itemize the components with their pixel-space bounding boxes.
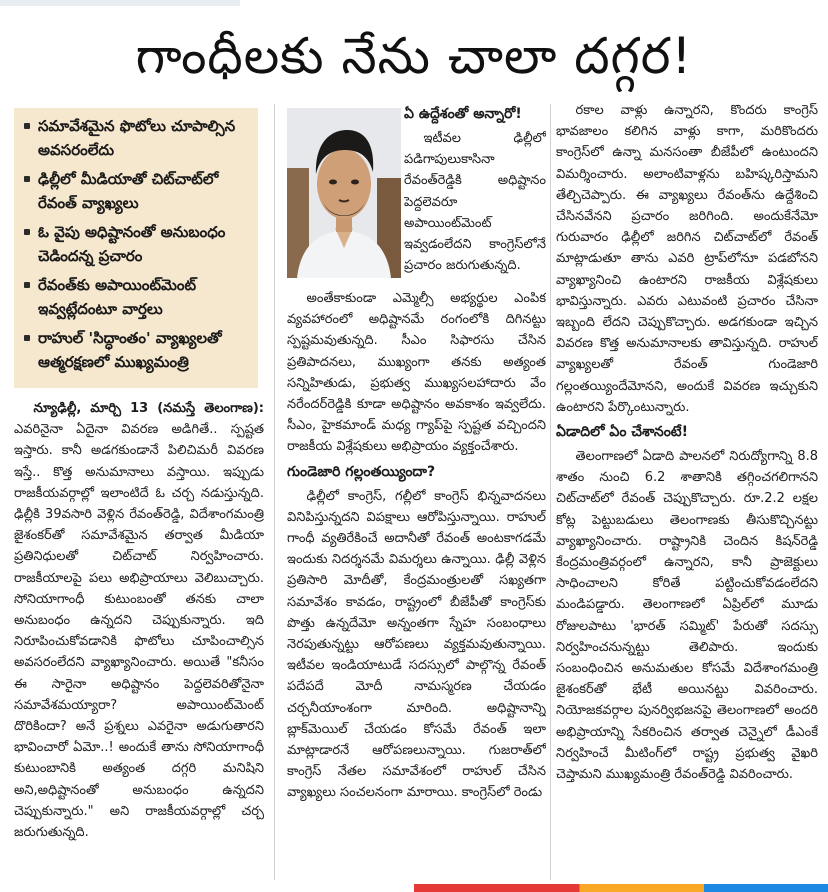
headline: గాంధీలకు నేను చాలా దగ్గర! [135, 27, 693, 85]
highlight-item: రేవంత్‌కు అపాయింట్‌మెంట్ ఇవ్వట్లేదంటూ వార్తలు [22, 273, 250, 321]
article-column-2 [287, 288, 546, 878]
top-strip [0, 0, 240, 6]
bottom-color-bar [0, 884, 828, 892]
column-divider [274, 104, 275, 880]
highlight-item: ఢిల్లీలో మీడియాతో చిట్‌చాట్‌లో రేవంత్ వ్యాఖ్యలు [22, 167, 250, 215]
article-paragraph: రకాల వాళ్లు ఉన్నారని, కొందరు కాంగ్రెస్ భావజాలం కలిగిన వాళ్లు కాగా, మరికొందరు కాంగ్రెస్‌లో ఉన్నా మనసంతా బీజేపీలో ఉంటుందని విమర్శించారు. అలాంటివాళ్లను బహిష్కరిస్తామని తేల్చిచెప్పారు. ఈ వ్యాఖ్యలు రేవంత్‌ను ఉద్దేశించి చేసినవేనని ప్రచారం జరిగింది. అందుకేనేమో గురువారం ఢిల్లీలో జరిగిన చిట్‌చాట్‌లో రేవంత్ మాట్లాడుతూ తాను ఎవరి ట్రాప్‌లోనూ పడబోనని వ్యాఖ్యానించి ఉంటారని రాజకీయ విశ్లేషకులు భావిస్తున్నారు. ఎవరు ఎటువంటి ప్రచారం చేసినా ఇబ్బంది లేదని చెప్పుకొచ్చారు. అడగకుండా ఇచ్చిన వివరణ కొత్త అనుమానాలకు తావిస్తున్నది. రాహుల్ వ్యాఖ్యలతో రేవంత్ గుండెజారి గల్లంతయ్యిందేమోనని, అందుకే వివరణ ఇచ్చుకుని ఉంటారని పేర్కొంటున్నారు. [556, 103, 818, 415]
article-column-2-top [404, 100, 546, 286]
dateline: న్యూఢిల్లీ, మార్చి 13 (నమస్తే తెలంగాణ): [33, 401, 264, 416]
subheading: ఏడాదిలో ఏం చేశానంటే! [556, 424, 688, 441]
article-paragraph: ఎవరినైనా ఏదైనా వివరణ అడిగితే.. స్పష్టత ఇస్తారు. కానీ అడగకుండానే పిలిచిమరీ వివరణ ఇస్తే.. కొత్త అనుమానాలు వస్తాయి. ఇప్పుడు రాజకీయవర్గాల్లో ఇలాంటిదే ఓ చర్చ నడుస్తున్నది. ఢిల్లీకి 39వసారి వెళ్లిన రేవంత్‌రెడ్డి, విదేశాంగమంత్రి జైశంకర్‌తో సమావేశమైన తర్వాత మీడియా ప్రతినిధులతో చిట్‌చాట్ నిర్వహించారు. రాజకీయాలపై పలు అభిప్రాయాలు వెలిబుచ్చారు. సోనియాగాంధీ కుటుంబంతో తనకు చాలా అనుబంధం ఉన్నదని చెప్పుకున్నారు. ఇది నిరూపించుకోవడానికి ఫొటోలు చూపించాల్సిన అవసరంలేదని వ్యాఖ్యానించారు. అయితే "కనీసం ఈ సారైనా అధిష్టానం పెద్దలెవరితోనైనా సమావేశమయ్యారా? అపాయింట్‌మెంట్ దొరికిందా? అనే ప్రశ్నలు ఎవరైనా అడుగుతారని భావించారో ఏమో..! అందుకే తాను సోనియాగాంధీ కుటుంబానికి అత్యంత దగ్గరి మనిషిని అని,అధిష్టానంతో అనుబంధం ఉన్నదని చెప్పుకున్నారు." అని రాజకీయవర్గాల్లో చర్చ జరుగుతున్నది. [14, 422, 264, 841]
article-paragraph: ఢిల్లీలో కాంగ్రెస్, గల్లీలో కాంగ్రెస్ భిన్నవాదనలు వినిపిస్తున్నదని విపక్షాలు ఆరోపిస్తున్నాయి. రాహుల్ గాంధీ వ్యతిరేకించే అదానీతో రేవంత్ అంటకాగడమే ఇందుకు నిదర్శనమే విమర్శలు ఉన్నాయి. ఢిల్లీ వెళ్లిన ప్రతిసారి మోదీతో, కేంద్రమంత్రులతో సఖ్యతగా సమావేశం కావడం, రాష్ట్రంలో బీజేపీతో కాంగ్రెస్‌కు పొత్తు ఉన్నదేమో అన్నంతగా స్నేహ సంబంధాలు నెరపుతున్నట్టు ఆరోపణలు వ్యక్తమవుతున్నాయి. ఇటీవల ఇండియాటుడే సదస్సులో పాల్గొన్న రేవంత్ పదేపదే మోదీ నామస్మరణ చేయడం చర్చనీయాంశంగా మారింది. అధిష్టానాన్ని బ్లాక్‌మెయిల్ చేయడం కోసమే రేవంత్ ఇలా మాట్లాడారనే ఆరోపణలున్నాయి. గుజరాత్‌లో కాంగ్రెస్ నేతల సమావేశంలో రాహుల్ చేసిన వ్యాఖ్యలు సంచలనంగా మారాయి. కాంగ్రెస్‌లో రెండు [287, 488, 546, 801]
highlight-item: ఓ వైపు అధిష్టానంతో అనుబంధం చెడిందన్న ప్రచారం [22, 220, 250, 268]
article-paragraph: తెలంగాణలో ఏడాది పాలనలో నిరుద్యోగాన్ని 8.8 శాతం నుంచి 6.2 శాతానికి తగ్గించగలిగానని చిట్‌చాట్‌లో రేవంత్ చెప్పుకొచ్చారు. రూ.2.2 లక్షల కోట్ల పెట్టుబడులు తెలంగాణకు తీసుకొచ్చినట్టు వ్యాఖ్యానించారు. రాష్ట్రానికి చెందిన కిషన్‌రెడ్డి కేంద్రమంత్రివర్గంలో ఉన్నారని, కానీ ప్రాజెక్టులు సాధించాలని కోరితే పట్టించుకోవడంలేదని మండిపడ్డారు. తెలంగాణలో ఏప్రిల్‌లో మూడు రోజులపాటు 'భారత్ సమ్మిట్' పేరుతో సదస్సు నిర్వహించనున్నట్టు తెలిపారు. ఇందుకు సంబంధించిన అనుమతుల కోసమే విదేశాంగమంత్రి జైశంకర్‌తో భేటీ అయినట్టు వివరించారు. నియోజకవర్గాల పునర్విభజనపై తెలంగాణలో అందరి అభిప్రాయాన్ని సేకరించిన తర్వాత చెన్నైలో డీఎంకే నిర్వహించే మీటింగ్‌లో రాష్ట్ర ప్రభుత్వ వైఖరి చెప్తామని ముఖ్యమంత్రి రేవంత్‌రెడ్డి వివరించారు. [556, 449, 818, 783]
highlight-item: రాహుల్ 'సిద్ధాంతం' వ్యాఖ్యలతో ఆత్మరక్షణలో ముఖ్యమంత్రి [22, 326, 250, 374]
portrait-photo [287, 108, 401, 278]
subheading: ఏ ఉద్దేశంతో అన్నారో! [404, 106, 522, 122]
article-column-1 [14, 398, 264, 878]
portrait-illustration [287, 108, 401, 278]
article-paragraph: అంతేకాకుండా ఎమ్మెల్సీ అభ్యర్థుల ఎంపిక వ్యవహారంలో అధిష్టానమే రంగంలోకి దిగినట్టు స్పష్టమవుతున్నది. సీఎం సిఫారసు చేసిన ప్రతిపాదనలు, ముఖ్యంగా తనకు అత్యంత సన్నిహితుడు, ప్రభుత్వ ముఖ్యసలహాదారు వేం నరేందర్‌రెడ్డికి కూడా అధిష్టానం అవకాశం ఇవ్వలేదు. సీఎం, హైకమాండ్ మధ్య గ్యాప్‌పై స్పష్టత వచ్చిందని రాజకీయ విశ్లేషకులు అభిప్రాయం వ్యక్తంచేశారు. [287, 291, 546, 455]
article-column-3 [556, 100, 818, 878]
column-divider [550, 104, 551, 880]
highlights-box [14, 108, 258, 388]
subheading: గుండెజారి గల్లంతయ్యిందా? [287, 463, 436, 480]
highlight-item: సమావేశమైన ఫొటోలు చూపాల్సిన అవసరంలేదు [22, 114, 250, 162]
article-paragraph: ఇటీవల ఢిల్లీలో పడిగాపులుకాసినా రేవంత్‌రెడ్డికి అధిష్టానం పెద్దలెవరూ అపాయింట్‌మెంట్ ఇవ్వడంలేదని కాంగ్రెస్‌లోనే ప్రచారం జరుగుతున్నది. [404, 131, 546, 274]
